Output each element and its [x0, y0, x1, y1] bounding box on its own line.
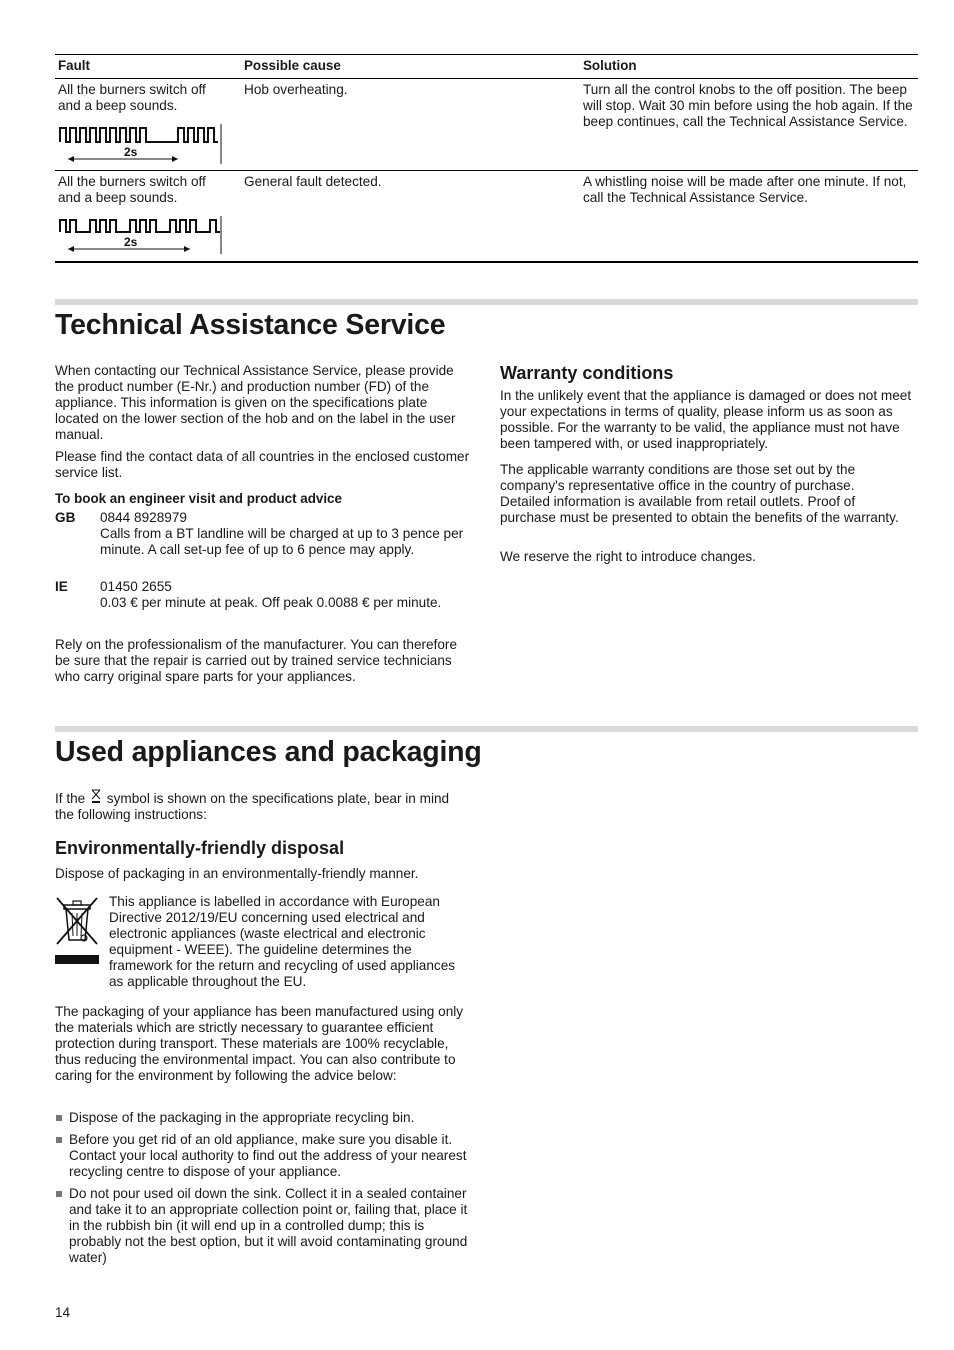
- header-cause: Possible cause: [244, 58, 341, 73]
- solution-cell: Turn all the control knobs to the off position. The beep will stop. Wait 30 min before using the hob again. If the beep continues, call the Technical Assistance Service.: [583, 82, 913, 129]
- cause-cell: General fault detected.: [244, 174, 382, 189]
- advice-list: [55, 1110, 473, 1272]
- table-rule: [55, 261, 918, 263]
- fault-cell: All the burners switch off and a beep sounds.: [58, 174, 206, 205]
- contact-number-gb: 0844 8928979: [100, 510, 187, 525]
- warranty-paragraph: In the unlikely event that the appliance is damaged or does not meet your expectations in terms of quality, please inform us as soon as possible. For the warranty to be valid, the appliance must not have been tampered with, or used inappropriately.: [500, 388, 912, 451]
- solution-cell: A whistling noise will be made after one minute. If not, call the Technical Assistance Service.: [583, 174, 907, 205]
- env-title: Environmentally-friendly disposal: [55, 838, 345, 858]
- tas-title: Technical Assistance Service: [55, 309, 446, 341]
- country-code-gb: GB: [55, 510, 76, 525]
- contact-number-ie: 01450 2655: [100, 579, 172, 594]
- weee-crossed-bin-icon: [55, 896, 101, 966]
- tas-intro: When contacting our Technical Assistance Service, please provide the product number (E-Nr.) and production number (FD) of the appliance. This information is given on the specifications plate located on the lower section of the hob and on the label in the user manual.: [55, 363, 456, 442]
- tas-contact-note: Please find the contact data of all countries in the enclosed customer service list.: [55, 449, 470, 480]
- signal-label: 2s: [124, 145, 138, 159]
- beep-signal-diagram: [58, 214, 226, 256]
- fault-cell: All the burners switch off and a beep sounds.: [58, 82, 206, 113]
- used-intro-after: symbol is shown on the specifications plate, bear in mind the following instructions:: [55, 791, 450, 822]
- section-divider: [55, 299, 918, 305]
- warranty-paragraph: The applicable warranty conditions are those set out by the company's representative office in the country of purchase. Detailed information is available from retail outlets. Proof of purchase must be presented to obtain the benefits of the warranty.: [500, 462, 899, 525]
- used-intro-before: If the: [55, 791, 86, 806]
- specification-symbol-icon: [91, 789, 101, 804]
- list-item: Dispose of the packaging in the appropriate recycling bin.: [55, 1110, 473, 1126]
- signal-label: 2s: [124, 235, 138, 249]
- tas-closing: Rely on the professionalism of the manufacturer. You can therefore be sure that the repair is carried out by trained service technicians who carry original spare parts for your appliances.: [55, 637, 458, 684]
- used-title: Used appliances and packaging: [55, 736, 482, 768]
- table-rule: [55, 54, 918, 55]
- table-rule: [55, 78, 918, 79]
- warranty-paragraph: We reserve the right to introduce changes.: [500, 549, 756, 564]
- contact-note-ie: 0.03 € per minute at peak. Off peak 0.0088 € per minute.: [100, 595, 442, 610]
- section-divider: [55, 726, 918, 732]
- country-code-ie: IE: [55, 579, 68, 594]
- page-number: 14: [55, 1305, 71, 1320]
- packaging-text: The packaging of your appliance has been manufactured using only the materials which are strictly necessary to guarantee efficient protection during transport. These materials are 100% recyclable, thus reducing the environmental impact. You can also contribute to caring for the environment by following the advice below:: [55, 1004, 464, 1083]
- used-intro: [55, 789, 465, 823]
- warranty-title: Warranty conditions: [500, 363, 674, 383]
- contact-note-gb: Calls from a BT landline will be charged at up to 3 pence per minute. A call set-up fee of up to 6 pence may apply.: [100, 526, 464, 557]
- cause-cell: Hob overheating.: [244, 82, 348, 97]
- header-solution: Solution: [583, 58, 637, 73]
- env-text: Dispose of packaging in an environmentally-friendly manner.: [55, 866, 419, 881]
- booking-heading: To book an engineer visit and product advice: [55, 491, 342, 506]
- table-rule: [55, 170, 918, 171]
- header-fault: Fault: [58, 58, 90, 73]
- beep-signal-diagram: [58, 122, 226, 166]
- list-item: Do not pour used oil down the sink. Collect it in a sealed container and take it to an appropriate collection point or, failing that, place it in the rubbish bin (it will end up in a controlled dump; this is probably not the best option, but it will avoid contaminating ground water): [55, 1186, 473, 1266]
- weee-text: This appliance is labelled in accordance with European Directive 2012/19/EU concerning used electrical and electronic appliances (waste electrical and electronic equipment - WEEE). The guideline determines the framework for the return and recycling of used appliances as applicable throughout the EU.: [109, 894, 456, 989]
- list-item: Before you get rid of an old appliance, make sure you disable it. Contact your local authority to find out the address of your nearest recycling centre to dispose of your appliance.: [55, 1132, 473, 1180]
